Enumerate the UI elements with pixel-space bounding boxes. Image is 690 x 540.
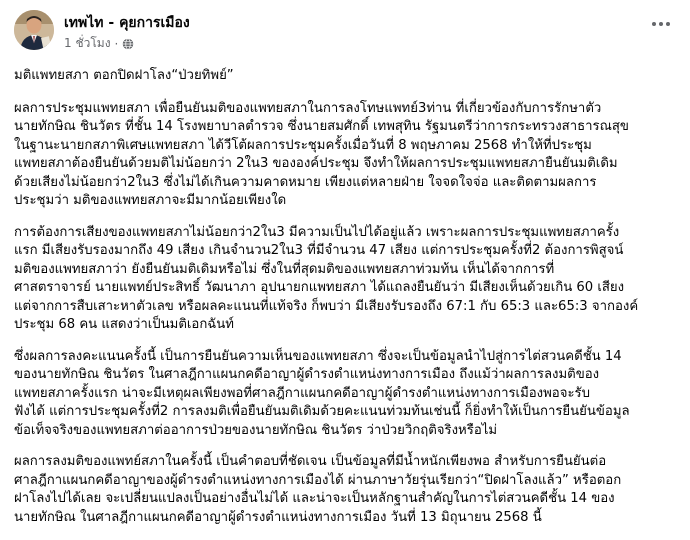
- text-line: แพทยสภาต้องยืนยันด้วยมติไม่น้อยกว่า 2ใน3 ขององค์ประชุม จึงทำให้ผลการประชุมแพทยสภายืนยันมติเดิม: [14, 156, 618, 171]
- ellipsis-icon: [651, 21, 671, 27]
- globe-icon: [122, 38, 134, 50]
- text-line: ของนายทักษิณ ชินวัตร ในศาลฎีกาแผนกคดีอาญาผู้ดำรงตำแหน่งทางการเมือง ถึงแม้ว่าผลการลงมติของ: [14, 367, 600, 382]
- text-line: ในฐานะนายกสภาพิเศษแพทยสภา ได้วีโต้ผลการประชุมครั้งเมื่อวันที่ 8 พฤษภาคม 2568 ทำให้ที่ประชุม: [14, 137, 592, 153]
- text-line: แรก มีเสียงรับรองมากถึง 49 เสียง เกินจำนวน2ใน3 ที่มีจำนวน 47 เสียง แต่การประชุมครั้งที่2 ต้องการพิสูจน์: [14, 243, 624, 258]
- text-line: ด้วยเสียงไม่น้อยกว่า2ใน3 ซึ่งไม่ได้เกินความคาดหมาย เพียงแต่หลายฝ่าย ใจจดใจจ่อ และติดตามผลการ: [14, 174, 597, 190]
- text-line: แพทยสภาครั้งแรก น่าจะมีเหตุผลเพียงพอที่ศาลฎีกาแผนกคดีอาญาผู้ดำรงตำแหน่งทางการเมืองพอจะรับ: [14, 385, 590, 401]
- more-options-button[interactable]: [646, 12, 676, 36]
- post-time[interactable]: 1 ชั่วโมง: [64, 36, 111, 50]
- text-line: ประชุม 68 คน แสดงว่าเป็นมติเอกฉันท์: [14, 317, 234, 332]
- text-line: แต่จากการสืบเสาะหาตัวเลข หรือผลคะแนนที่แท้จริง ก็พบว่า มีเสียงรับรองถึง 67:1 กับ 65:3 และ65:3 จากองค์: [14, 298, 639, 314]
- text-line: นายทักษิณ ชินวัตร ที่ชั้น 14 โรงพยาบาลตำรวจ ซึ่งนายสมศักดิ์ เทพสุทิน รัฐมนตรีว่าการกระทรวงสาธารณสุข: [14, 119, 629, 134]
- post-title: มติแพทยสภา ตอกปิดฝาโลง“ป่วยทิพย์”: [14, 68, 234, 83]
- text-line: ซึ่งผลการลงคะแนนครั้งนี้ เป็นการยืนยันความเห็นของแพทยสภา ซึ่งจะเป็นข้อมูลนำไปสู่การไต่สวนคดีชั้น 14: [14, 348, 622, 364]
- text-line: ผลการลงมติของแพทย์สภาในครั้งนี้ เป็นคำตอบที่ชัดเจน เป็นข้อมูลที่มีน้ำหนักเพียงพอ สำหรับการยืนยันต่อ: [14, 454, 607, 469]
- paragraph-2: [14, 224, 676, 335]
- avatar-image: [14, 10, 54, 50]
- text-line: ผลการประชุมแพทยสภา เพื่อยืนยันมติของแพทยสภาในการลงโทษแพทย์3ท่าน ที่เกี่ยวข้องกับการรักษาตัว: [14, 100, 602, 116]
- text-line: มติของแพทยสภาว่า ยังยืนยันมติเดิมหรือไม่ ซึ่งในที่สุดมติของแพทยสภาท่วมท้น เห็นได้จากการที่: [14, 261, 555, 277]
- text-line: ศาลฎีกาแผนกคดีอาญาของผู้ดำรงตำแหน่งทางการเมืองได้ ผ่านภาษาวัยรุ่นเรียกว่า“ปิดฝาโลงแล้ว” หรือตอก: [14, 472, 622, 488]
- text-line: ฟังได้ แต่การประชุมครั้งที่2 การลงมติเพื่อยืนยันมติเดิมด้วยคะแนนท่วมท้นเช่นนี้ ก็ยิ่งทำให้เป็นการยืนยันข้อมูล: [14, 404, 630, 419]
- text-line: นายทักษิณ ในศาลฎีกาแผนกคดีอาญาผู้ดำรงตำแหน่งทางการเมือง วันที่ 13 มิถุนายน 2568 นี้: [14, 509, 542, 525]
- paragraph-4: [14, 453, 676, 527]
- paragraph-1: [14, 100, 676, 211]
- meta-separator: ·: [114, 36, 119, 51]
- post-meta: [64, 34, 134, 53]
- text-line: ข้อเท็จจริงของแพทยสภาต่ออาการป่วยของนายทักษิณ ชินวัตร ว่าป่วยวิกฤติจริงหรือไม่: [14, 422, 498, 438]
- author-avatar[interactable]: [14, 10, 54, 50]
- paragraph-3: [14, 348, 676, 441]
- text-line: ประชุมว่า มติของแพทยสภาจะมีมากน้อยเพียงใด: [14, 193, 287, 208]
- text-line: การต้องการเสียงของแพทยสภาไม่น้อยกว่า2ใน3 มีความเป็นไปได้อยู่แล้ว เพราะผลการประชุมแพทยสภาครั้ง: [14, 224, 620, 240]
- post-body: [14, 67, 676, 540]
- text-line: ศาสตราจารย์ นายแพทย์ประสิทธิ์ วัฒนาภา อุปนายกแพทยสภา ได้แถลงยืนยันว่า มีเสียงเห็นด้วยเกิน 60 เสียง: [14, 280, 625, 295]
- text-line: ฝาโลงไปได้เลย จะเปลี่ยนแปลงเป็นอย่างอื่นไม่ได้ และน่าจะเป็นหลักฐานสำคัญในการไต่สวนคดีชั้น 14 ของ: [14, 491, 615, 506]
- author-name[interactable]: เทพไท - คุยการเมือง: [64, 15, 190, 31]
- post-header: [14, 10, 676, 56]
